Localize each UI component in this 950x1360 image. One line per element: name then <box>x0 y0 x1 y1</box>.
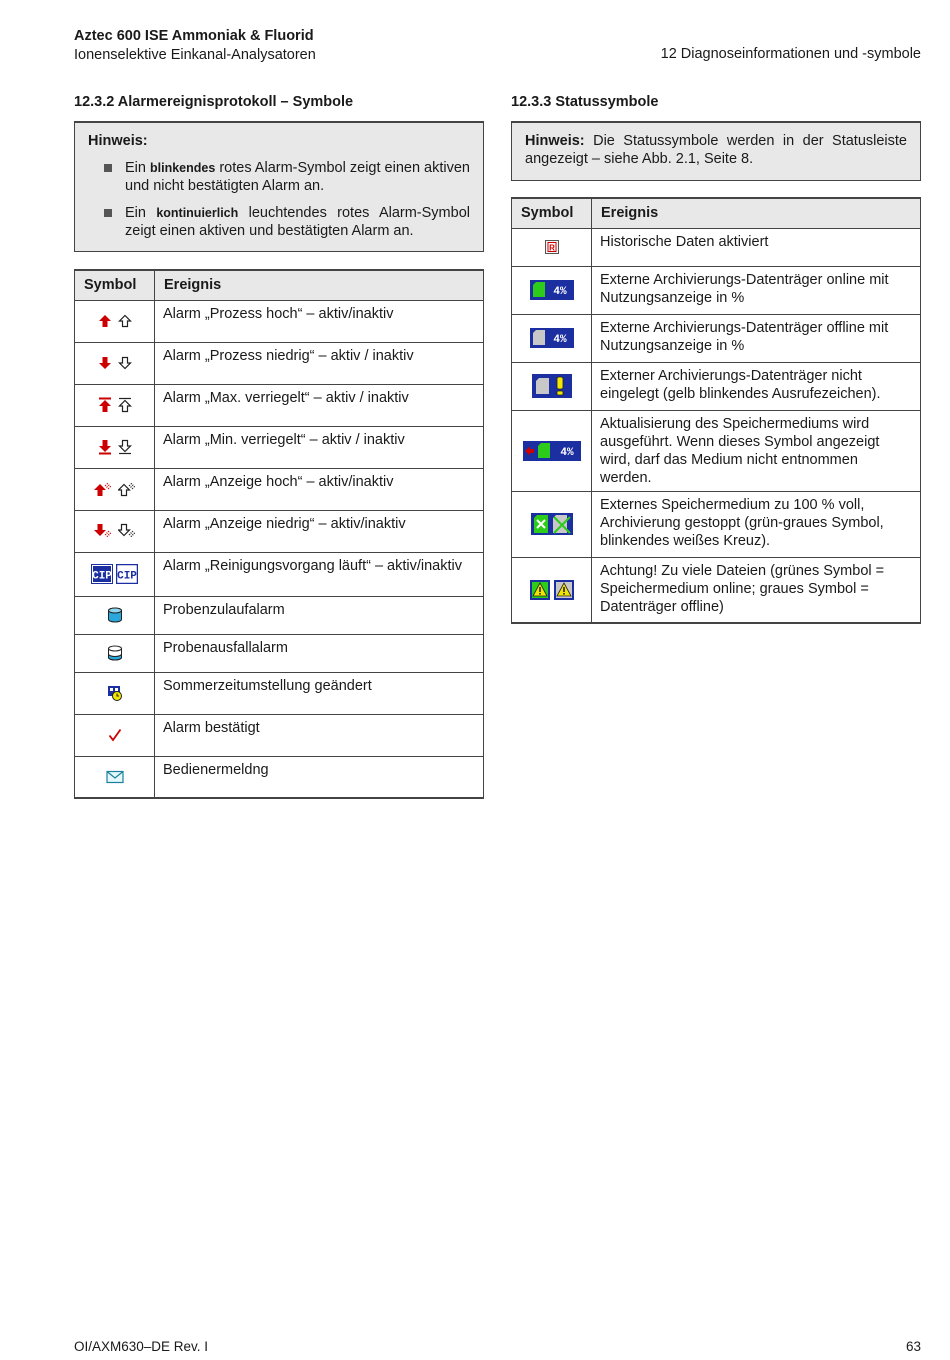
min-latched-active-icon <box>98 439 112 455</box>
chapter-title: 12 Diagnoseinformationen und -symbole <box>660 46 921 62</box>
process-high-active-icon <box>98 314 112 328</box>
max-latched-active-icon <box>98 397 112 413</box>
event-text: Aktualisierung des Speichermediums wird ausgeführt. Wenn dieses Symbol angezeigt wird, darf das Medium nicht entnommen werden. <box>592 410 921 491</box>
column-header-symbol: Symbol <box>512 198 592 228</box>
sample-failure-alarm-icon <box>107 645 123 661</box>
table-header-row <box>512 198 921 228</box>
section-title: 12.3.3 Statussymbole <box>511 94 659 110</box>
event-text: Bedienermeldng <box>155 756 484 798</box>
event-text: Externe Archivierungs-Datenträger online mit Nutzungsanzeige in % <box>592 266 921 314</box>
page-number: 63 <box>905 1339 921 1354</box>
display-high-active-icon <box>94 481 112 497</box>
historic-data-icon <box>545 240 559 254</box>
event-text: Achtung! Zu viele Dateien (grünes Symbol = Speichermedium online; graues Symbol = Datenträger offline) <box>592 557 921 623</box>
daylight-saving-icon <box>107 685 123 701</box>
document-title: Aztec 600 ISE Ammoniak & Fluorid <box>74 28 314 44</box>
table-row <box>512 362 921 410</box>
usage-label: 4% <box>559 446 574 459</box>
table-row <box>512 491 921 557</box>
event-text: Alarm „Prozess hoch“ – aktiv/inaktiv <box>155 300 484 342</box>
cip-label: CIP <box>92 570 112 583</box>
event-text: Sommerzeitumstellung geändert <box>155 672 484 714</box>
display-high-inactive-icon <box>118 481 136 497</box>
table-row <box>512 228 921 266</box>
table-row <box>75 672 484 714</box>
table-row <box>512 557 921 623</box>
event-text: Alarm „Prozess niedrig“ – aktiv / inaktiv <box>155 342 484 384</box>
media-updating-icon <box>523 441 581 461</box>
event-text: Alarm bestätigt <box>155 714 484 756</box>
media-offline-icon <box>530 328 574 348</box>
process-low-active-icon <box>98 356 112 370</box>
table-row <box>512 314 921 362</box>
table-row <box>75 510 484 552</box>
table-row <box>75 426 484 468</box>
table-row <box>75 714 484 756</box>
alarm-symbol-table <box>74 269 484 799</box>
table-row <box>75 342 484 384</box>
usage-label: 4% <box>552 286 567 298</box>
table-row <box>75 596 484 634</box>
column-header-event: Ereignis <box>592 198 921 228</box>
note-box <box>511 121 921 181</box>
note-text: Hinweis: Die Statussymbole werden in der Statusleiste angezeigt – siehe Abb. 2.1, Seite 8. <box>525 133 907 167</box>
event-text: Historische Daten aktiviert <box>592 228 921 266</box>
table-header-row <box>75 270 484 300</box>
document-subtitle: Ionenselektive Einkanal-Analysatoren <box>74 47 316 63</box>
event-text: Alarm „Max. verriegelt“ – aktiv / inaktiv <box>155 384 484 426</box>
cip-label: CIP <box>117 570 137 583</box>
min-latched-inactive-icon <box>118 439 132 455</box>
media-missing-icon <box>532 374 572 398</box>
process-high-inactive-icon <box>118 314 132 328</box>
max-latched-inactive-icon <box>118 397 132 413</box>
table-row <box>75 468 484 510</box>
process-low-inactive-icon <box>118 356 132 370</box>
cip-inactive-icon <box>116 564 138 584</box>
table-row <box>75 552 484 596</box>
event-text: Alarm „Min. verriegelt“ – aktiv / inaktiv <box>155 426 484 468</box>
page-header <box>74 27 316 65</box>
table-row <box>75 756 484 798</box>
document-id: OI/AXM630–DE Rev. I <box>74 1339 209 1354</box>
cip-active-icon <box>91 564 113 584</box>
note-box <box>74 121 484 252</box>
event-text: Alarm „Reinigungsvorgang läuft“ – aktiv/inaktiv <box>155 552 484 596</box>
media-online-icon <box>530 280 574 300</box>
event-text: Alarm „Anzeige niedrig“ – aktiv/inaktiv <box>155 510 484 552</box>
column-header-event: Ereignis <box>155 270 484 300</box>
note-bullet: Ein blinkendes rotes Alarm-Symbol zeigt einen aktiven und nicht bestätigten Alarm an. <box>88 159 470 195</box>
note-heading: Hinweis: <box>88 133 148 149</box>
alarm-log-section <box>74 94 484 799</box>
event-text: Externer Archivierungs-Datenträger nicht eingelegt (gelb blinkendes Ausrufezeichen). <box>592 362 921 410</box>
status-symbols-section <box>511 94 921 624</box>
event-text: Probenausfallalarm <box>155 634 484 672</box>
event-text: Externe Archivierungs-Datenträger offline mit Nutzungsanzeige in % <box>592 314 921 362</box>
note-bullet: Ein kontinuierlich leuchtendes rotes Alarm-Symbol zeigt einen aktiven und bestätigten Alarm an. <box>88 204 470 240</box>
table-row <box>75 384 484 426</box>
event-text: Probenzulaufalarm <box>155 596 484 634</box>
table-row <box>512 266 921 314</box>
display-low-active-icon <box>94 523 112 539</box>
section-title: 12.3.2 Alarmereignisprotokoll – Symbole <box>74 94 354 110</box>
table-row <box>75 634 484 672</box>
too-many-files-offline-icon <box>554 580 574 600</box>
table-row <box>512 410 921 491</box>
status-symbol-table <box>511 197 921 624</box>
sample-inflow-alarm-icon <box>107 607 123 623</box>
historic-label: R <box>548 243 555 253</box>
usage-label: 4% <box>552 334 567 346</box>
envelope-icon <box>106 770 124 784</box>
checkmark-icon <box>108 728 122 742</box>
table-row <box>75 300 484 342</box>
event-text: Alarm „Anzeige hoch“ – aktiv/inaktiv <box>155 468 484 510</box>
display-low-inactive-icon <box>118 523 136 539</box>
media-full-icon <box>531 513 573 535</box>
too-many-files-online-icon <box>530 580 550 600</box>
column-header-symbol: Symbol <box>75 270 155 300</box>
event-text: Externes Speichermedium zu 100 % voll, Archivierung gestoppt (grün-graues Symbol, blinkendes weißes Kreuz). <box>592 491 921 557</box>
